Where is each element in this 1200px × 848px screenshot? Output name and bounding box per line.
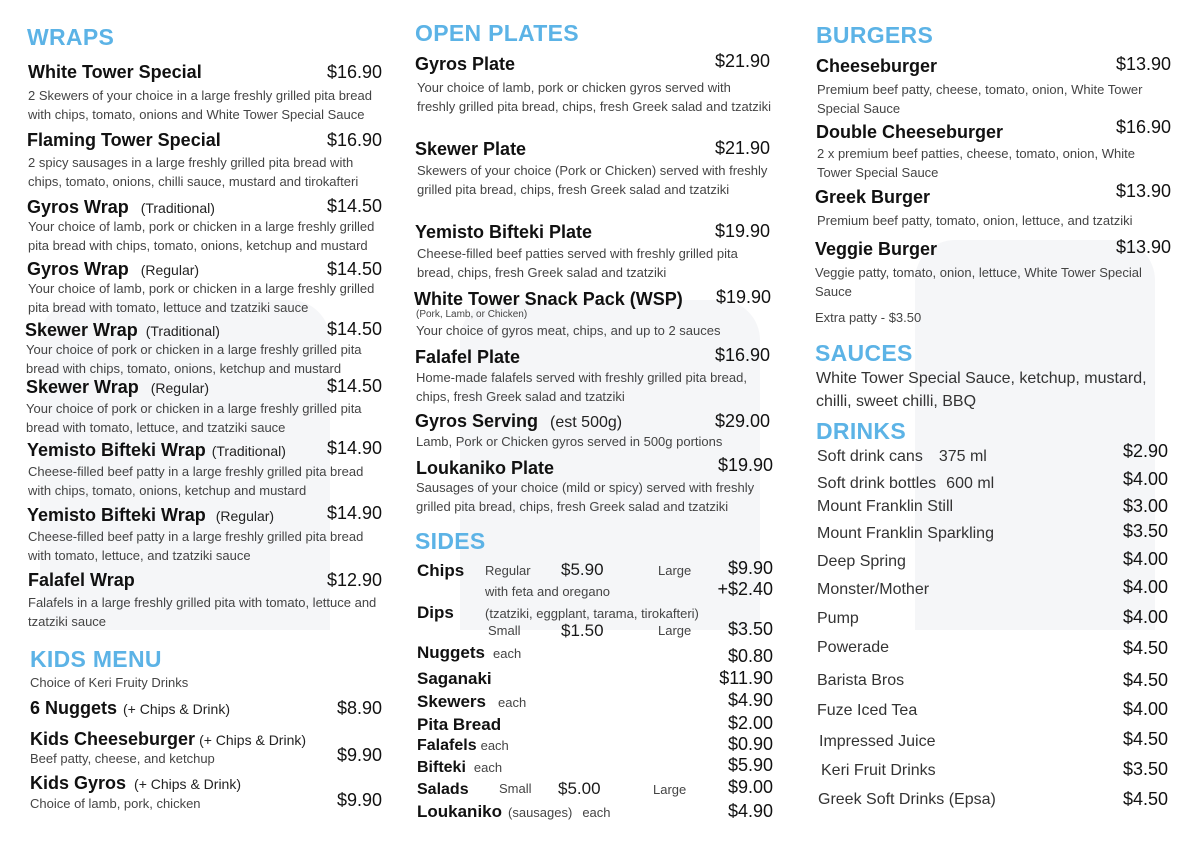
menu-item-price: $16.90 (714, 345, 770, 365)
menu-item-name: Kids Cheeseburger (+ Chips & Drink) (30, 729, 307, 749)
menu-item-note: (Regular) (150, 380, 210, 396)
menu-item-name: Skewer Wrap (Traditional) (25, 320, 220, 340)
drink-price: $3.50 (1122, 521, 1168, 541)
menu-item-description: Your choice of gyros meat, chips, and up to 2 sauces (416, 323, 721, 338)
side-saganaki: Saganaki (417, 669, 492, 688)
side-salads: Salads (417, 781, 469, 798)
menu-item-description: 2 spicy sausages in a large freshly grilled pita bread with chips, tomato, onions, chilli sauce, mustard and tirokafteri (28, 155, 359, 189)
menu-item-subnote: (Pork, Lamb, or Chicken) (416, 309, 528, 320)
menu-item-name: Yemisto Bifteki Wrap (Regular) (27, 505, 275, 525)
menu-item-description: Choice of lamb, pork, chicken (30, 796, 201, 811)
menu-item-price: $14.90 (326, 503, 382, 523)
wraps-heading: WRAPS (27, 24, 115, 50)
menu-item-description: 2 Skewers of your choice in a large freshly grilled pita bread with chips, tomato, onions and White Tower Special Sauce (28, 88, 372, 122)
drink-name: Powerade (817, 639, 890, 656)
menu-item-name: White Tower Snack Pack (WSP) (414, 289, 683, 309)
side-price: $0.90 (727, 734, 773, 754)
drink-price: $2.90 (1122, 441, 1168, 461)
kids-menu-subtitle: Choice of Keri Fruity Drinks (30, 675, 189, 690)
menu-item-name: Cheeseburger (816, 56, 938, 76)
menu-item-description: Home-made falafels served with freshly grilled pita bread, chips, fresh Greek salad and tzatziki (416, 370, 747, 404)
drink-price: $4.00 (1122, 699, 1168, 719)
menu-item-description: Skewers of your choice (Pork or Chicken) served with freshly grilled pita bread, chips, fresh Greek salad and tzatziki (417, 163, 768, 197)
side-price: $4.90 (727, 690, 773, 710)
side-description: (tzatziki, eggplant, tarama, tirokafteri) (485, 606, 699, 621)
menu-item-note: (Traditional) (140, 200, 215, 216)
menu-item-description: Cheese-filled beef patty in a large freshly grilled pita bread with chips, tomato, onions, ketchup and mustard (28, 464, 364, 498)
sauces-list: White Tower Special Sauce, ketchup, mustard, chilli, sweet chilli, BBQ (816, 370, 1147, 410)
drink-name: Soft drink bottles 600 ml (817, 475, 995, 492)
menu-item-name: Loukaniko Plate (416, 458, 555, 478)
burgers-heading: BURGERS (816, 22, 934, 48)
menu-item-price: $14.50 (326, 259, 382, 279)
menu-item-note: (est 500g) (550, 414, 623, 431)
menu-item-price: $19.90 (715, 287, 771, 307)
drink-name: Keri Fruit Drinks (821, 762, 936, 779)
menu-item-description: Premium beef patty, cheese, tomato, onion, White Tower Special Sauce (817, 82, 1143, 116)
side-price: +$2.40 (717, 579, 773, 599)
menu-item-name: Gyros Wrap (Traditional) (27, 197, 215, 217)
menu-item-note: (Regular) (140, 262, 200, 278)
menu-item-name: Gyros Plate (415, 54, 516, 74)
drink-price: $4.00 (1122, 469, 1168, 489)
size-label: Regular (485, 563, 531, 578)
menu-item-name: Skewer Wrap (Regular) (26, 377, 210, 397)
side-price: $5.90 (727, 755, 773, 775)
drink-price: $4.50 (1122, 638, 1168, 658)
menu-item-name: White Tower Special (28, 62, 202, 82)
side-price: $3.50 (727, 619, 773, 639)
menu-item-price: $14.50 (326, 319, 382, 339)
menu-item-note: (+ Chips & Drink) (123, 701, 230, 717)
drink-price: $4.50 (1122, 729, 1168, 749)
menu-item-price: $9.90 (336, 745, 382, 765)
menu-item-description: Your choice of pork or chicken in a large freshly grilled pita bread with chips, tomato, onions, ketchup and mustard (26, 342, 362, 376)
menu-item-price: $16.90 (1115, 117, 1171, 137)
menu-item-price: $29.00 (714, 411, 770, 431)
menu-item-price: $21.90 (714, 51, 770, 71)
menu-item-price: $14.90 (326, 438, 382, 458)
menu-item-price: $12.90 (326, 570, 382, 590)
menu-item-description: Your choice of lamb, pork or chicken in a large freshly grilled pita bread with chips, tomato, onions, ketchup and mustard (28, 219, 375, 253)
drink-name: Soft drink cans 375 ml (817, 448, 987, 465)
menu-item-description: Veggie patty, tomato, onion, lettuce, White Tower Special Sauce (815, 265, 1142, 299)
menu-item-name: Gyros Serving (est 500g) (415, 411, 623, 431)
side-pita-bread: Pita Bread (417, 715, 502, 734)
menu-item-price: $16.90 (326, 62, 382, 82)
side-dips: Dips (417, 603, 454, 622)
menu-item-description: Your choice of lamb, pork or chicken in a large freshly grilled pita bread with tomato, lettuce and tzatziki sauce (28, 281, 375, 315)
side-price: $2.00 (727, 713, 773, 733)
menu-item-description: Lamb, Pork or Chicken gyros served in 500g portions (416, 434, 723, 449)
drink-name: Monster/Mother (817, 581, 930, 598)
side-falafels: Falafels each (417, 737, 509, 754)
drinks-heading: DRINKS (816, 418, 906, 444)
drink-name: Impressed Juice (819, 733, 936, 750)
menu-item-name: Kids Gyros (+ Chips & Drink) (30, 773, 241, 793)
side-chips: Chips (417, 561, 465, 580)
sides-heading: SIDES (415, 528, 486, 554)
menu-item-name: Flaming Tower Special (27, 130, 221, 150)
size-label: Large (653, 782, 687, 797)
drink-price: $4.00 (1122, 577, 1168, 597)
menu-item-name: Skewer Plate (415, 139, 527, 159)
menu-item-price: $14.50 (326, 196, 382, 216)
menu-item-name: Double Cheeseburger (816, 122, 1004, 142)
drink-price: $4.50 (1122, 789, 1168, 809)
menu-item-price: $13.90 (1115, 54, 1171, 74)
drink-price: $4.50 (1122, 670, 1168, 690)
side-price: $5.00 (558, 779, 601, 798)
side-price: $11.90 (719, 668, 773, 688)
menu-item-name: Falafel Plate (415, 347, 521, 367)
menu-item-note: (+ Chips & Drink) (199, 732, 307, 748)
side-price: $4.90 (727, 801, 773, 821)
menu-item-note: (+ Chips & Drink) (134, 776, 241, 792)
size-label: Large (658, 563, 692, 578)
menu-item-price: $21.90 (714, 138, 770, 158)
drink-price: $4.00 (1122, 549, 1168, 569)
menu-item-description: Premium beef patty, tomato, onion, lettuce, and tzatziki (817, 213, 1133, 228)
menu-item-note: (Traditional) (145, 323, 220, 339)
menu-item-name: 6 Nuggets (+ Chips & Drink) (30, 698, 230, 718)
menu-item-price: $16.90 (326, 130, 382, 150)
menu-item-name: Greek Burger (815, 187, 931, 207)
side-price: $5.90 (561, 560, 604, 579)
menu-item-price: $13.90 (1115, 181, 1171, 201)
side-loukaniko: Loukaniko (sausages) each (417, 802, 611, 821)
menu-item-price: $19.90 (717, 455, 773, 475)
side-bifteki: Bifteki each (417, 759, 503, 776)
size-label: Small (488, 623, 521, 638)
open-plates-heading: OPEN PLATES (415, 20, 579, 46)
menu-item-name: Falafel Wrap (28, 570, 135, 590)
menu-item-description: 2 x premium beef patties, cheese, tomato, onion, White Tower Special Sauce (817, 146, 1135, 180)
menu-item-price: $19.90 (714, 221, 770, 241)
menu-item-description: Cheese-filled beef patties served with freshly grilled pita bread, chips, fresh Greek salad and tzatziki (417, 246, 738, 280)
menu-item-description: Your choice of lamb, pork or chicken gyros served with freshly grilled pita bread, chips, fresh Greek salad and tzatziki (417, 80, 772, 114)
drink-name: Mount Franklin Sparkling (817, 525, 994, 542)
menu-item-description: Falafels in a large freshly grilled pita with tomato, lettuce and tzatziki sauce (28, 595, 377, 629)
menu-item-name: Yemisto Bifteki Wrap (Traditional) (27, 440, 286, 460)
side-price: $9.90 (727, 558, 773, 578)
drink-name: Deep Spring (817, 553, 906, 570)
side-price: $9.00 (727, 777, 773, 797)
extra-patty-note: Extra patty - $3.50 (815, 310, 922, 325)
side-extra-label: with feta and oregano (485, 584, 611, 599)
drink-name: Fuze Iced Tea (817, 702, 918, 719)
size-label: Small (499, 781, 532, 796)
menu-item-name: Yemisto Bifteki Plate (415, 222, 593, 242)
drink-price: $3.00 (1122, 496, 1168, 516)
menu-item-description: Cheese-filled beef patty in a large freshly grilled pita bread with tomato, lettuce, and tzatziki sauce (28, 529, 364, 563)
drink-price: $4.00 (1122, 607, 1168, 627)
drink-name: Greek Soft Drinks (Epsa) (818, 791, 996, 808)
side-skewers: Skewers each (417, 692, 527, 711)
menu-item-description: Beef patty, cheese, and ketchup (30, 751, 215, 766)
menu-item-price: $14.50 (326, 376, 382, 396)
kids-menu-heading: KIDS MENU (30, 646, 162, 672)
drink-name: Mount Franklin Still (817, 498, 954, 515)
menu-item-price: $13.90 (1115, 237, 1171, 257)
menu-item-note: (Regular) (215, 508, 275, 524)
menu-item-description: Your choice of pork or chicken in a large freshly grilled pita bread with tomato, lettuce, and tzatziki sauce (26, 401, 362, 435)
menu-item-price: $9.90 (336, 790, 382, 810)
menu-item-name: Gyros Wrap (Regular) (27, 259, 200, 279)
size-label: Large (658, 623, 692, 638)
drink-price: $3.50 (1122, 759, 1168, 779)
menu-item-price: $8.90 (336, 698, 382, 718)
side-price: $0.80 (727, 646, 773, 666)
menu-item-note: (Traditional) (211, 443, 286, 459)
side-price: $1.50 (561, 621, 604, 640)
drink-name: Pump (817, 610, 859, 627)
menu-item-name: Veggie Burger (815, 239, 938, 259)
side-nuggets: Nuggets each (417, 643, 522, 662)
drink-name: Barista Bros (817, 672, 905, 689)
sauces-heading: SAUCES (815, 340, 913, 366)
menu-item-description: Sausages of your choice (mild or spicy) served with freshly grilled pita bread, chips, fresh Greek salad and tzatziki (416, 480, 755, 514)
